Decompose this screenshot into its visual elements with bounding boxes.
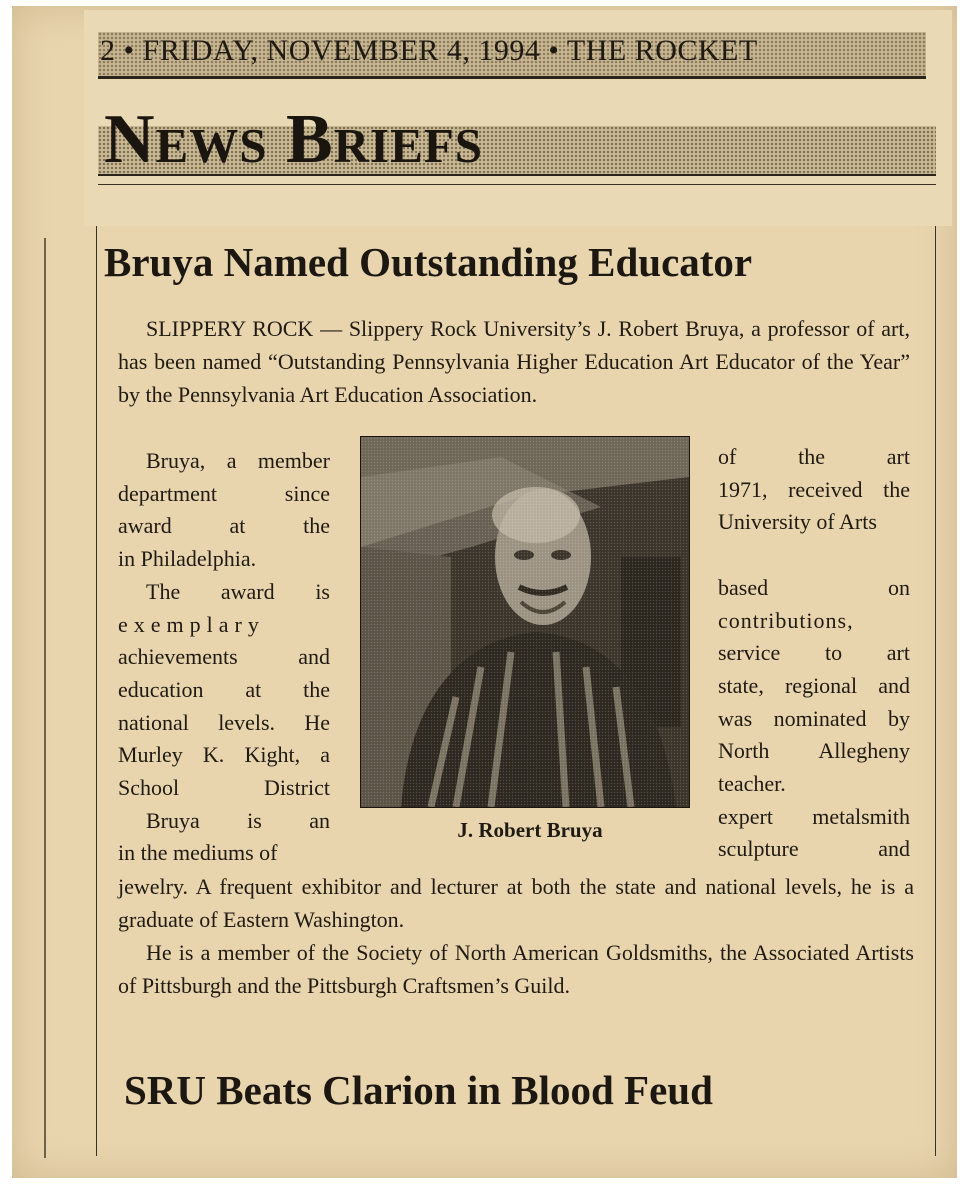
photo-caption: J. Robert Bruya <box>457 818 603 842</box>
right-column-line: North Allegheny <box>718 738 910 764</box>
continuation-paragraph: jewelry. A frequent exhibitor and lecturer at both the state and national levels, he is a graduate of Eastern Washington. <box>118 874 914 932</box>
right-column-line: based on <box>718 574 910 600</box>
right-column-line: expert metalsmith <box>718 803 910 829</box>
second-article-headline: SRU Beats Clarion in Blood Feud <box>124 1067 713 1113</box>
right-column-line: teacher. <box>718 771 786 797</box>
right-column-line: 1971, received the <box>718 476 910 502</box>
article-headline: Bruya Named Outstanding Educator <box>104 239 753 285</box>
right-column-line: sculpture and <box>718 836 910 862</box>
portrait-photo <box>360 436 690 808</box>
right-column-line: service to art <box>718 640 910 666</box>
right-column <box>718 441 910 866</box>
right-column-line: University of Arts <box>718 509 877 535</box>
right-column-line: contributions, <box>718 607 854 633</box>
column-rule <box>44 238 46 1158</box>
right-column-line: of the art <box>718 444 910 469</box>
right-column-line <box>718 539 910 572</box>
article-lead <box>118 312 910 411</box>
left-column-line: in Philadelphia. <box>118 546 257 572</box>
left-column-line: education at the <box>118 676 330 702</box>
masthead-rule <box>98 184 936 185</box>
right-column-line: was nominated by <box>718 705 910 731</box>
left-column-line: Bruya, a member <box>146 448 330 473</box>
closing-paragraph: He is a member of the Society of North American Goldsmiths, the Associated Artists of Pittsburgh and the Pittsburgh Craftsmen’s Guild. <box>118 940 914 998</box>
left-column-line: Murley K. Kight, a <box>118 742 330 768</box>
left-column-line: School District <box>118 775 330 801</box>
left-column-line: department since <box>118 480 330 506</box>
left-column <box>118 445 330 870</box>
left-column-line: Bruya is an <box>146 807 330 833</box>
left-column-line: in the mediums of <box>118 840 278 866</box>
lead-paragraph: SLIPPERY ROCK — Slippery Rock University’s J. Robert Bruya, a professor of art, has been named “Outstanding Pennsylvania Higher Education Art Educator of the Year” by the Pennsylvania Art Education Association. <box>118 316 910 407</box>
masthead <box>84 10 952 226</box>
article-continuation <box>118 870 914 1002</box>
portrait-image <box>361 437 689 807</box>
left-column-line: national levels. He <box>118 709 330 735</box>
left-column-line: The award is <box>146 578 330 604</box>
left-column-line: award at the <box>118 513 330 539</box>
section-title: News Briefs <box>104 101 483 178</box>
right-column-line: state, regional and <box>718 672 910 698</box>
left-column-line: achievements and <box>118 644 330 670</box>
left-column-line: exemplary <box>118 611 265 637</box>
folio-line: 2 • FRIDAY, NOVEMBER 4, 1994 • THE ROCKET <box>100 34 758 67</box>
